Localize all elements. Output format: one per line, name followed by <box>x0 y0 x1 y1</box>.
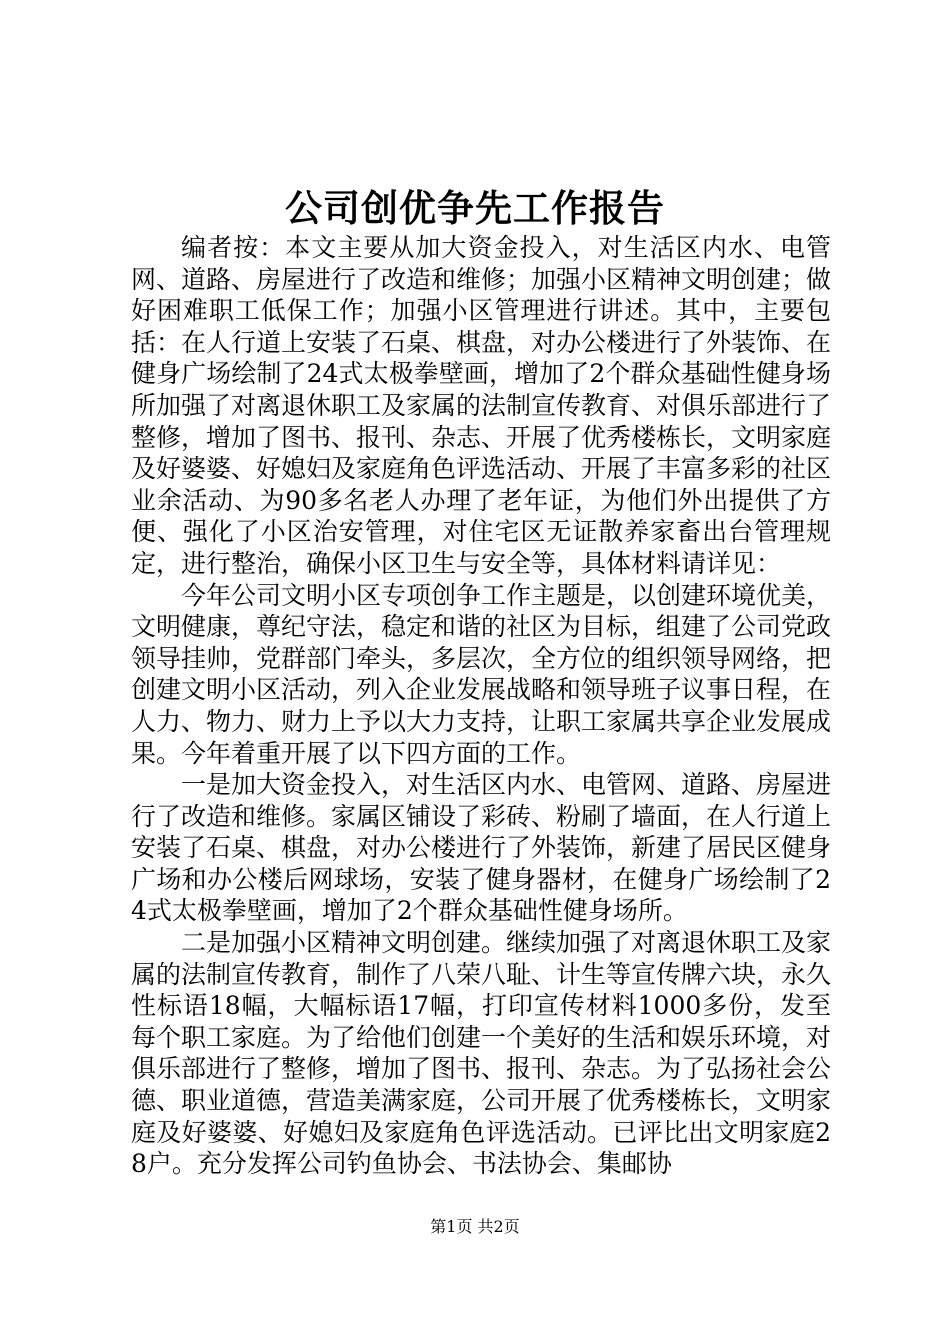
paragraph-second-point: 二是加强小区精神文明创建。继续加强了对离退休职工及家属的法制宣传教育，制作了八荣八耻、计生等宣传牌六块，永久性标语18幅，大幅标语17幅，打印宣传材料1000多份，发至每个职工家庭。为了给他们创建一个美好的生活和娱乐环境，对俱乐部进行了整修，增加了图书、报刊、杂志。为了弘扬社会公德、职业道德，营造美满家庭，公司开展了优秀楼栋长，文明家庭及好婆婆、好媳妇及家庭角色评选活动。已评比出文明家庭28户。充分发挥公司钓鱼协会、书法协会、集邮协 <box>131 928 832 1179</box>
document-body <box>131 232 831 1180</box>
document-title: 公司创优争先工作报告 <box>285 186 665 230</box>
paragraph-intro: 今年公司文明小区专项创争工作主题是，以创建环境优美，文明健康，尊纪守法，稳定和谐的社区为目标，组建了公司党政领导挂帅，党群部门牵头，多层次，全方位的组织领导网络，把创建文明小区活动，列入企业发展战略和领导班子议事日程，在人力、物力、财力上予以大力支持，让职工家属共享企业发展成果。今年着重开展了以下四方面的工作。 <box>131 580 832 768</box>
paragraph-first-point: 一是加大资金投入，对生活区内水、电管网、道路、房屋进行了改造和维修。家属区铺设了彩砖、粉刷了墙面，在人行道上安装了石桌、棋盘，对办公楼进行了外装饰，新建了居民区健身广场和办公楼后网球场，安装了健身器材，在健身广场绘制了24式太极拳壁画，增加了2个群众基础性健身场所。 <box>131 770 832 926</box>
paragraph-editor-note: 编者按：本文主要从加大资金投入，对生活区内水、电管网、道路、房屋进行了改造和维修；加强小区精神文明创建；做好困难职工低保工作；加强小区管理进行讲述。其中，主要包括：在人行道上安装了石桌、棋盘，对办公楼进行了外装饰、在健身广场绘制了24式太极拳壁画，增加了2个群众基础性健身场所加强了对离退休职工及家属的法制宣传教育、对俱乐部进行了整修，增加了图书、报刊、杂志、开展了优秀楼栋长，文明家庭及好婆婆、好媳妇及家庭角色评选活动、开展了丰富多彩的社区业余活动、为90多名老人办理了老年证，为他们外出提供了方便、强化了小区治安管理，对住宅区无证散养家畜出台管理规定，进行整治，确保小区卫生与安全等，具体材料请详见： <box>131 233 832 578</box>
page-number-footer: 第1页 共2页 <box>430 1217 520 1236</box>
